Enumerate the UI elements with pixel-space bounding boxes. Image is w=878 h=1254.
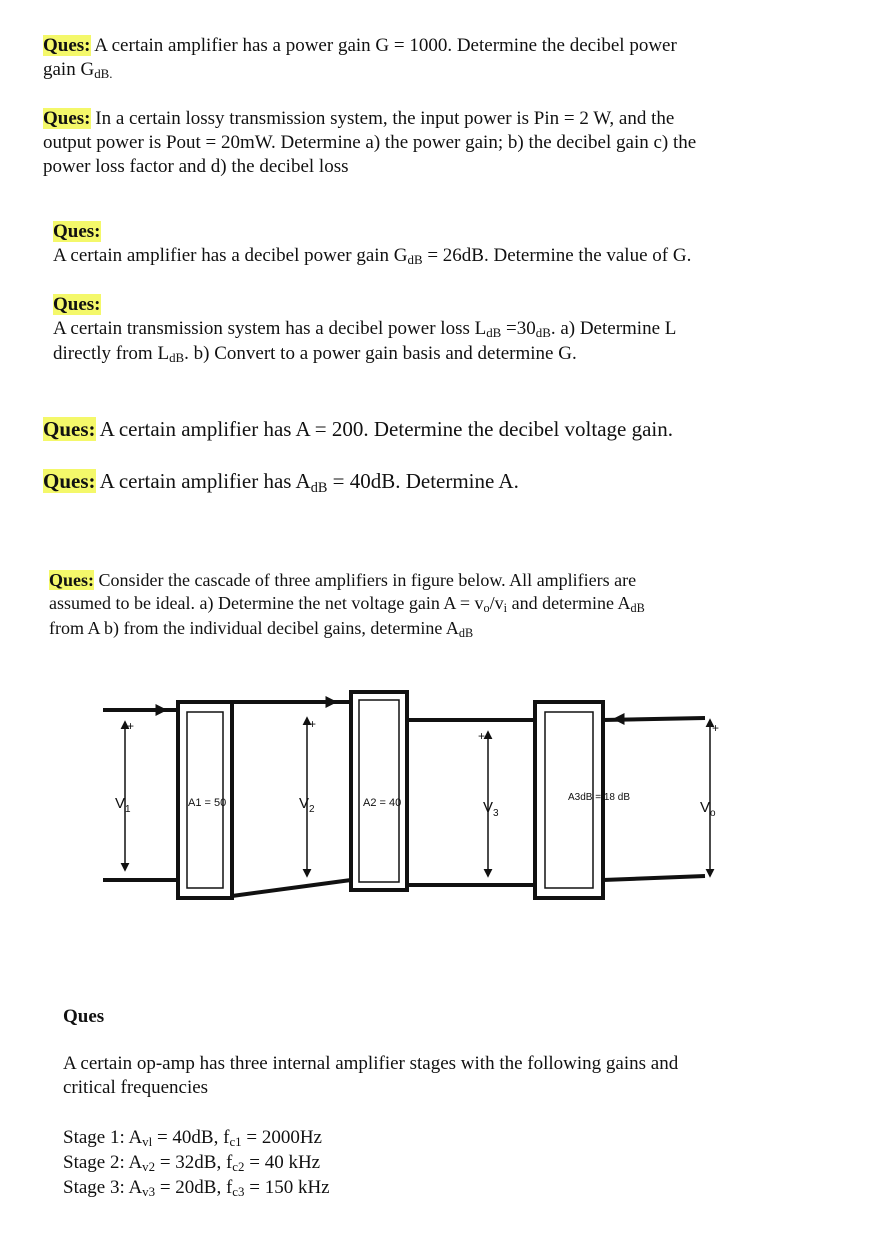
question-text: directly from L (53, 343, 170, 364)
question-text: =30 (501, 318, 536, 339)
amplifier-1-gain-label: A1 = 50 (188, 797, 227, 809)
question-text: . b) Convert to a power gain basis and determine G. (184, 343, 577, 364)
question-text: A certain amplifier has A = 200. Determine the decibel voltage gain. (95, 417, 673, 441)
subscript: dB (630, 601, 645, 616)
question-text: = 26dB. Determine the value of G. (422, 245, 692, 266)
question-text: = 40dB. Determine A. (327, 469, 519, 493)
plus-sign: + (127, 719, 135, 733)
plus-sign: + (712, 721, 720, 735)
question-text: A certain amplifier has a decibel power gain G (53, 245, 408, 266)
question-text: A certain op-amp has three internal amplifier stages with the following gains and (63, 1053, 679, 1074)
question-label: Ques: (43, 35, 91, 56)
subscript: o (483, 601, 490, 616)
question-text: power loss factor and d) the decibel loss (43, 156, 349, 177)
plus-sign: + (478, 729, 486, 743)
question-text: Consider the cascade of three amplifiers in figure below. All amplifiers are (94, 570, 637, 590)
question-text: output power is Pout = 20mW. Determine a) the power gain; b) the decibel gain c) the (43, 132, 697, 153)
question-text: /v (489, 593, 504, 613)
question-label: Ques (63, 1006, 105, 1027)
question-label: Ques: (49, 570, 94, 590)
question-3 (53, 220, 691, 269)
question-6 (43, 468, 519, 497)
question-label: Ques: (43, 417, 96, 441)
question-text: and determine A (507, 593, 631, 613)
amplifier-3-gain-label: A3dB = 18 dB (568, 792, 630, 803)
stage-2: Stage 2: Av2 = 32dB, fc2 = 40 kHz (63, 1152, 321, 1175)
question-4 (53, 293, 676, 367)
subscript: dB (407, 252, 423, 268)
subscript: dB (486, 325, 502, 341)
question-text: critical frequencies (63, 1077, 209, 1098)
question-1 (43, 34, 677, 83)
question-text: A certain amplifier has A (95, 469, 311, 493)
question-label: Ques: (43, 469, 96, 493)
vo-label: $V_o$ (700, 799, 716, 819)
v3-label: $V_3$ (483, 799, 499, 819)
question-label: Ques: (53, 294, 101, 315)
stage-3: Stage 3: Av3 = 20dB, fc3 = 150 kHz (63, 1177, 330, 1200)
subscript: dB (535, 325, 551, 341)
stage-1: Stage 1: Avl = 40dB, fc1 = 2000Hz (63, 1127, 322, 1150)
v1-label: $V_1$ (115, 795, 131, 815)
plus-sign: + (309, 717, 317, 731)
question-text: A certain transmission system has a decibel power loss L (53, 318, 487, 339)
question-5 (43, 416, 673, 442)
stage-list (63, 1126, 330, 1201)
question-2 (43, 107, 696, 179)
question-label: Ques: (43, 108, 91, 129)
question-8 (63, 1005, 104, 1029)
question-8-body (63, 1052, 678, 1100)
subscript: dB (169, 350, 185, 366)
question-text: assumed to be ideal. a) Determine the net voltage gain A = v (49, 593, 484, 613)
subscript: dB (458, 626, 474, 641)
question-text: . a) Determine L (550, 318, 677, 339)
question-label: Ques: (53, 221, 101, 242)
question-text: In a certain lossy transmission system, the input power is Pin = 2 W, and the (95, 108, 675, 129)
amplifier-2-gain-label: A2 = 40 (363, 797, 402, 809)
question-7 (49, 569, 645, 642)
amplifier-cascade-figure (95, 680, 735, 920)
subscript: dB. (94, 66, 113, 82)
question-text: from A b) from the individual decibel gains, determine A (49, 618, 459, 638)
subscript: dB (310, 479, 328, 496)
subscript: i (503, 601, 508, 616)
question-text: A certain amplifier has a power gain G = 1000. Determine the decibel power (94, 35, 677, 56)
question-text: gain G (43, 59, 95, 80)
v2-label: $V_2$ (299, 795, 315, 815)
